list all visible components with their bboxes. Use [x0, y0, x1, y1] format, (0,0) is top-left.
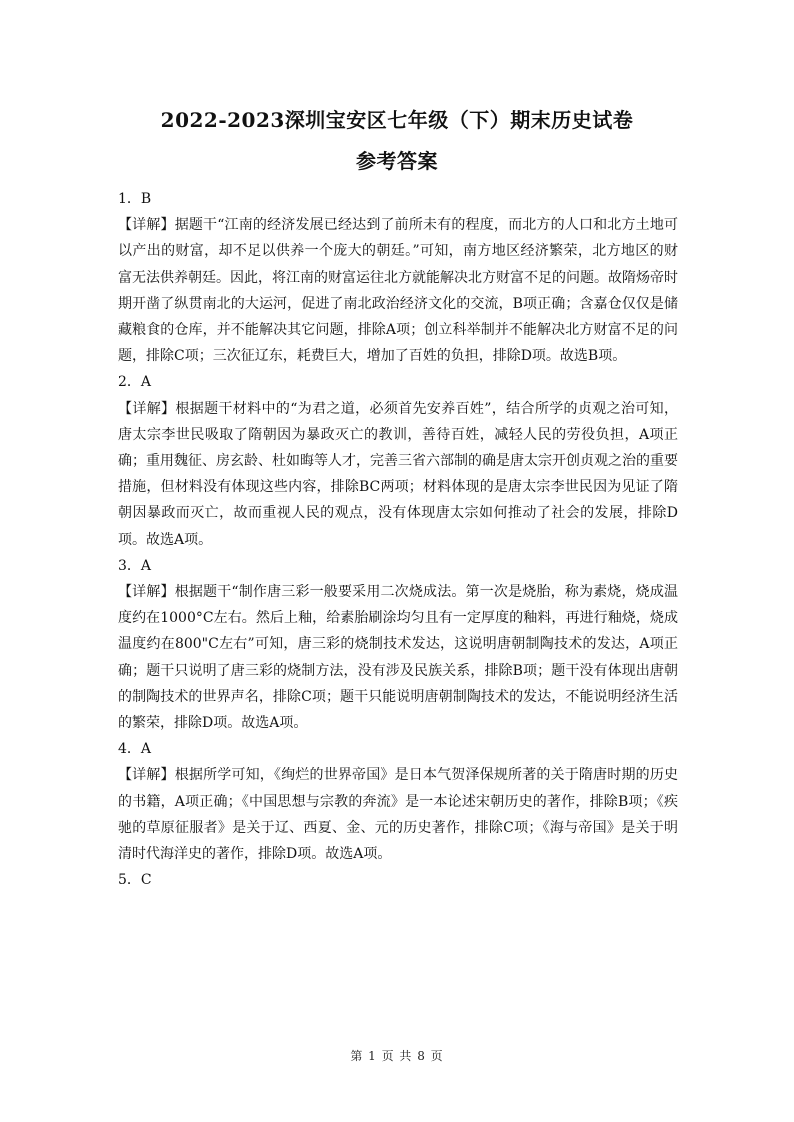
document-subtitle: 参考答案 [356, 149, 438, 173]
answer-item-5 [118, 867, 678, 893]
question-number: 1．B [118, 191, 152, 207]
answer-item-2 [118, 369, 678, 552]
answer-item-3 [118, 553, 678, 736]
answer-explanation: 【详解】根据题干材料中的“为君之道，必须首先安养百姓”，结合所学的贞观之治可知，唐太宗李世民吸取了隋朝因为暴政灭亡的教训，善待百姓，减轻人民的劳役负担，A项正确；重用魏征、房玄龄、杜如晦等人才，完善三省六部制的确是唐太宗开创贞观之治的重要措施，但材料没有体现这些内容，排除BC两项；材料体现的是唐太宗李世民因为见证了隋朝因暴政而灭亡，故而重视人民的观点，没有体现唐太宗如何推动了社会的发展，排除D项。故选A项。 [118, 400, 678, 548]
answer-explanation: 【详解】据题干“江南的经济发展已经达到了前所未有的程度，而北方的人口和北方土地可以产出的财富，却不足以供养一个庞大的朝廷。”可知，南方地区经济繁荣，北方地区的财富无法供养朝廷。因此，将江南的财富运往北方就能解决北方财富不足的问题。故隋炀帝时期开凿了纵贯南北的大运河，促进了南北政治经济文化的交流，B项正确；含嘉仓仅仅是储藏粮食的仓库，并不能解决其它问题，排除A项；创立科举制并不能解决北方财富不足的问题，排除C项；三次征辽东，耗费巨大，增加了百姓的负担，排除D项。故选B项。 [118, 217, 678, 365]
answer-item-4 [118, 736, 678, 867]
page-footer: 第 1 页 共 8 页 [350, 1049, 444, 1063]
document-title: 2022-2023深圳宝安区七年级（下）期末历史试卷 [160, 108, 634, 132]
answers-section [118, 186, 678, 893]
answer-explanation: 【详解】根据所学可知，《绚烂的世界帝国》是日本气贺泽保规所著的关于隋唐时期的历史的书籍，A项正确；《中国思想与宗教的奔流》是一本论述宋朝历史的著作，排除B项；《疾驰的草原征服者》是关于辽、西夏、金、元的历史著作，排除C项；《海与帝国》是关于明清时代海洋史的著作，排除D项。故选A项。 [118, 767, 678, 863]
question-number: 5．C [118, 872, 152, 889]
question-number: 3．A [118, 557, 152, 574]
answer-explanation: 【详解】根据题干“制作唐三彩一般要采用二次烧成法。第一次是烧胎，称为素烧，烧成温度约在1000°C左右。然后上釉，给素胎刷涂均匀且有一定厚度的釉料，再进行釉烧，烧成温度约在800"C左右”可知，唐三彩的烧制技术发达，这说明唐朝制陶技术的发达，A项正确；题干只说明了唐三彩的烧制方法，没有涉及民族关系，排除B项；题干没有体现出唐朝的制陶技术的世界声名，排除C项；题干只能说明唐朝制陶技术的发达，不能说明经济生活的繁荣，排除D项。故选A项。 [118, 584, 678, 732]
question-number: 2．A [118, 374, 152, 391]
answer-item-1 [118, 186, 678, 369]
question-number: 4．A [118, 741, 152, 758]
